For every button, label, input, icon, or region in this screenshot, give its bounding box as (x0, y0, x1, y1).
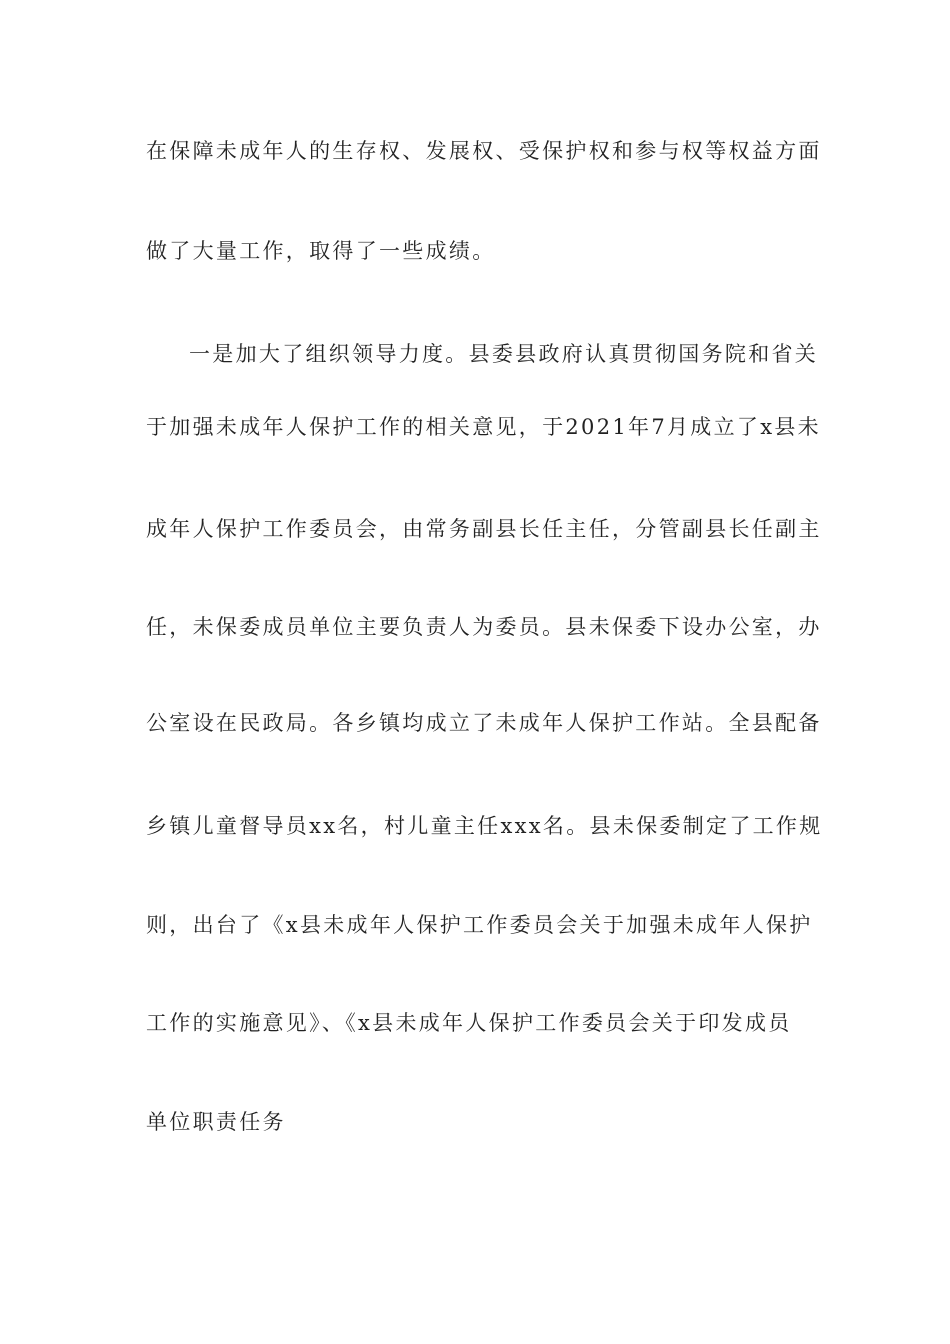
text-line-10: 工作的实施意见》、《x县未成年人保护工作委员会关于印发成员 (146, 1011, 792, 1035)
text-line-5: 成年人保护工作委员会，由常务副县长任主任，分管副县长任副主 (146, 517, 822, 541)
text-line-7: 公室设在民政局。各乡镇均成立了未成年人保护工作站。全县配备 (146, 711, 822, 735)
text-line-2: 做了大量工作，取得了一些成绩。 (146, 239, 496, 263)
text-line-6: 任，未保委成员单位主要负责人为委员。县未保委下设办公室，办 (146, 615, 822, 639)
text-line-4: 于加强未成年人保护工作的相关意见，于2021年7月成立了x县未 (146, 415, 821, 439)
paragraph-start-line: 一是加大了组织领导力度。县委县政府认真贯彻国务院和省关 (189, 342, 819, 366)
text-line-11: 单位职责任务 (146, 1110, 286, 1134)
text-line-8: 乡镇儿童督导员xx名，村儿童主任xxx名。县未保委制定了工作规 (146, 814, 823, 838)
text-line-1: 在保障未成年人的生存权、发展权、受保护权和参与权等权益方面 (146, 139, 822, 163)
text-line-9: 则，出台了《x县未成年人保护工作委员会关于加强未成年人保护 (146, 913, 813, 937)
